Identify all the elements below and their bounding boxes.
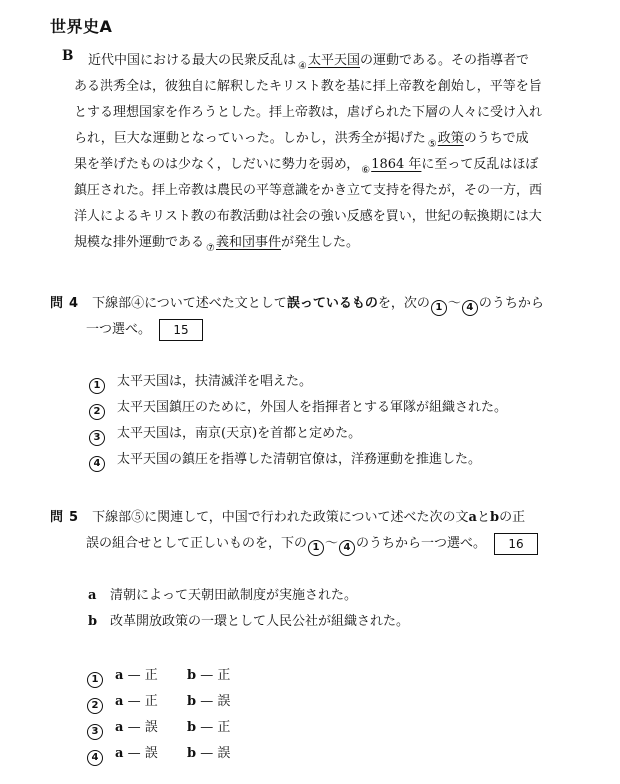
dash: — [200,694,214,709]
question-emphasis: 誤っているもの [286,296,378,311]
range-separator: 〜 [325,536,339,551]
combo-label: b [187,746,197,761]
passage-text: に至って反乱はほぼ [421,157,539,172]
dash: — [200,720,214,735]
statement-text: 改革開放政策の一環として人民公社が組織された。 [110,614,410,629]
combo-value: 誤 [217,746,231,761]
combo-value: 正 [144,694,158,709]
statement-a [88,585,357,607]
question-text: のうちから一つ選べ。 [356,536,487,551]
combo-label: a [115,668,124,683]
question-4-line-2 [86,318,203,342]
circled-number: 4 [462,300,478,316]
passage-line-6: 鎮圧された。拝上帝教は農民の平等意識をかき立て支持を得たが，その一方，西 [74,183,543,198]
question-text: 誤の組合せとして正しいものを，下の [86,536,308,551]
question-4-line-1 [50,292,544,316]
dash: — [200,746,214,761]
underlined-term-taiping: 太平天国 [307,53,360,68]
passage-line-4 [74,126,529,152]
combo-value: 誤 [144,720,158,735]
question-text: 下線部④について述べた文として [92,296,287,311]
passage-line-7: 洋人によるキリスト教の布教活動は社会の強い反感を買い，世紀の転換期には大 [74,209,542,224]
question-text: を，次の [377,296,430,311]
underlined-term-policy: 政策 [437,131,464,146]
passage-text: のうちで成 [463,131,529,146]
q5-option-4[interactable] [86,743,259,766]
question-label: 問 [50,510,64,525]
circled-number: 2 [87,698,103,714]
q4-option-1[interactable] [88,371,312,394]
combo-value: 誤 [144,746,158,761]
dash: — [127,720,141,735]
question-4-number [50,296,78,311]
circled-number: 3 [89,430,105,446]
circled-number: 2 [89,404,105,420]
dash: — [127,694,141,709]
combo-label: b [187,668,197,683]
q5-option-1[interactable] [86,665,259,688]
combo-value: 誤 [217,694,231,709]
q4-option-2[interactable] [88,397,507,420]
passage-line-3: とする理想国家を作ろうとした。拝上帝教は，虐げられた下層の人々に受け入れ [74,105,543,120]
underline-ref-6: ⑥ [361,165,371,176]
circled-number: 1 [308,540,324,556]
passage-line-1 [88,48,529,74]
q4-option-4[interactable] [88,449,481,472]
answer-box-15[interactable]: 15 [159,319,203,341]
combo-label: a [115,694,124,709]
question-number: 4 [69,296,79,311]
question-text: 一つ選べ。 [86,322,152,337]
passage-text: 近代中国における最大の民衆反乱は [88,53,297,68]
passage-line-2: ある洪秀全は，彼独自に解釈したキリスト教を基に拝上帝教を創始し，平等を旨 [74,79,542,94]
circled-number: 1 [87,672,103,688]
q5-option-2[interactable] [86,691,259,714]
dash: — [127,668,141,683]
circled-number: 3 [87,724,103,740]
combo-label: a [115,746,124,761]
option-text: 太平天国鎮圧のために，外国人を指揮者とする軍隊が組織された。 [117,400,508,415]
statement-letter-b: b [490,510,500,525]
combo-value: 正 [144,668,158,683]
passage-label: B [62,48,74,64]
statement-text: 清朝によって天朝田畝制度が実施された。 [110,588,358,603]
question-text: 下線部⑤に関連して，中国で行われた政策について述べた次の文 [92,510,469,525]
dash: — [127,746,141,761]
circled-number: 4 [87,750,103,766]
underline-ref-5: ⑤ [427,139,437,150]
circled-number: 1 [89,378,105,394]
passage-text: 規模な排外運動である [74,235,205,250]
combo-label: a [115,720,124,735]
combo-label: b [187,694,197,709]
statement-letter: b [88,614,98,629]
combo-value: 正 [217,720,231,735]
passage-text: の運動である。その指導者で [360,53,530,68]
circled-number: 4 [89,456,105,472]
range-separator: 〜 [447,296,461,311]
underlined-term-boxer: 義和団事件 [215,235,281,250]
passage-line-5 [74,152,538,178]
question-5-line-1 [50,506,525,530]
option-text: 太平天国の鎮圧を指導した清朝官僚は，洋務運動を推進した。 [117,452,482,467]
combo-label: b [187,720,197,735]
question-text: と [476,510,490,525]
passage-text: られ，巨大な運動となっていった。しかし，洪秀全が掲げた [74,131,426,146]
underlined-term-1864: 1864 年 [371,157,422,172]
passage-text: が発生した。 [281,235,360,250]
statement-b [88,611,409,633]
circled-number: 1 [431,300,447,316]
question-text: の正 [499,510,526,525]
statement-letter: a [88,588,97,603]
question-5-line-2 [86,532,538,556]
q4-option-3[interactable] [88,423,361,446]
statement-letter-a: a [468,510,477,525]
q5-option-3[interactable] [86,717,259,740]
underline-ref-7: ⑦ [206,243,215,254]
passage-text: 果を挙げたものは少なく，しだいに勢力を弱め， [74,157,360,172]
dash: — [200,668,214,683]
combo-value: 正 [217,668,231,683]
question-text: のうちから [478,296,544,311]
answer-box-16[interactable]: 16 [494,533,538,555]
question-number: 5 [69,510,79,525]
circled-number: 4 [339,540,355,556]
option-text: 太平天国は，扶清滅洋を唱えた。 [117,374,313,389]
question-5-number [50,510,78,525]
passage-line-8 [74,230,359,256]
option-text: 太平天国は，南京(天京)を首都と定めた。 [117,426,362,441]
question-label: 問 [50,296,64,311]
underline-ref-4: ④ [298,61,307,72]
subject-title: 世界史A [50,17,113,36]
